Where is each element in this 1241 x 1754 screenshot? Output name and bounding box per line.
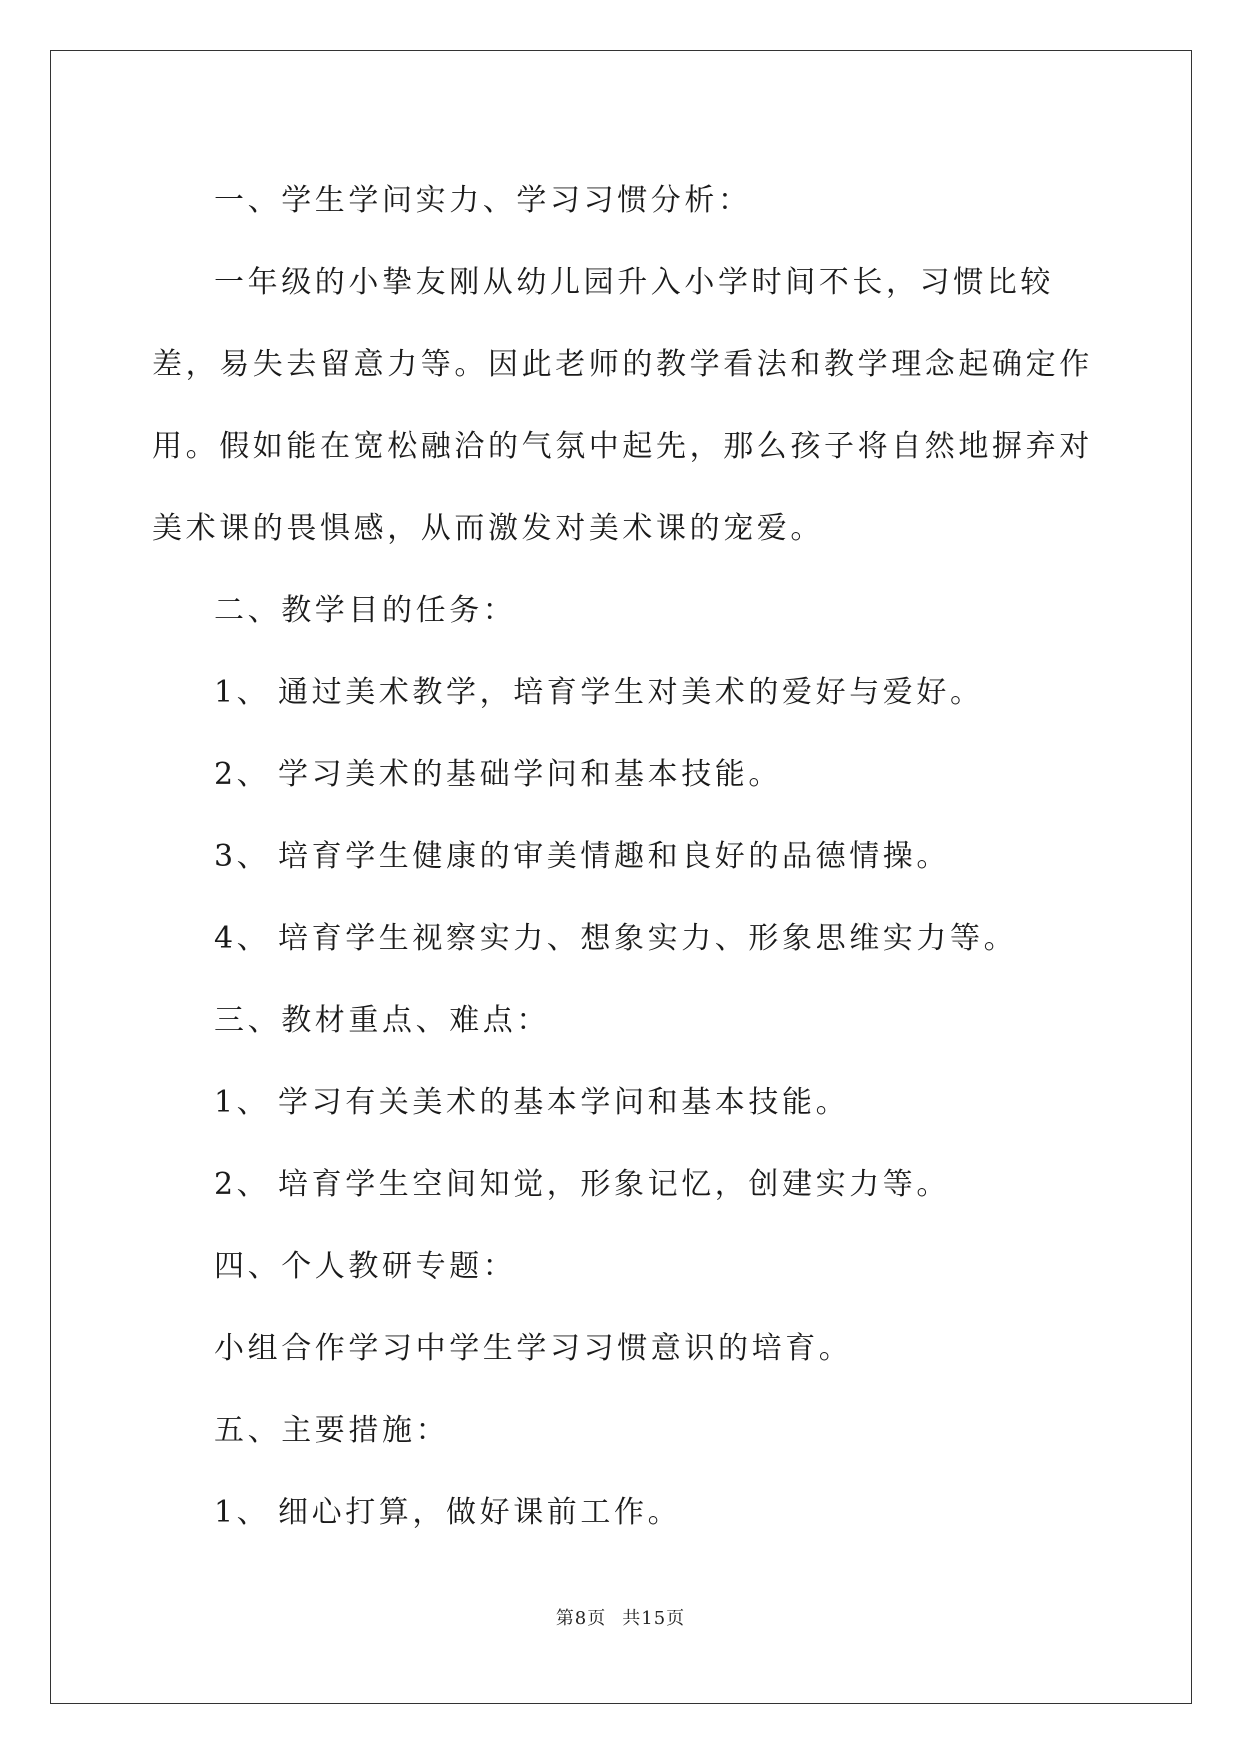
topic-paragraph: 小组合作学习中学生学习习惯意识的培育。: [214, 1331, 853, 1366]
list-number: 1、: [214, 1085, 271, 1120]
page-number: 第8页: [555, 1608, 607, 1629]
list-number: 2、: [214, 757, 271, 792]
list-item: [152, 1144, 1112, 1226]
list-item: [152, 734, 1112, 816]
section-heading-2: 二、教学目的任务：: [214, 593, 517, 628]
list-item: [152, 898, 1112, 980]
page-footer: [0, 1604, 1241, 1630]
list-text: 学习美术的基础学问和基本技能。: [278, 757, 782, 792]
section-heading-5: 五、主要措施：: [214, 1413, 450, 1448]
body-paragraph: 一年级的小挚友刚从幼儿园升入小学时间不长，习惯比较差，易失去留意力等。因此老师的教学看法和教学理念起确定作用。假如能在宽松融洽的气氛中起先，那么孩子将自然地摒弃对美术课的畏惧感，从而激发对美术课的宠爱。: [152, 265, 1093, 546]
list-text: 学习有关美术的基本学问和基本技能。: [278, 1085, 850, 1120]
document-body: [152, 160, 1112, 1554]
list-number: 1、: [214, 1495, 271, 1530]
page-total: 共15页: [622, 1608, 686, 1629]
list-number: 1、: [214, 675, 271, 710]
list-item: [152, 652, 1112, 734]
list-item: [152, 1472, 1112, 1554]
list-text: 细心打算，做好课前工作。: [278, 1495, 682, 1530]
list-number: 3、: [214, 839, 271, 874]
list-text: 培育学生视察实力、想象实力、形象思维实力等。: [278, 921, 1018, 956]
list-text: 通过美术教学，培育学生对美术的爱好与爱好。: [278, 675, 984, 710]
section-heading-3: 三、教材重点、难点：: [214, 1003, 550, 1038]
section-heading-4: 四、个人教研专题：: [214, 1249, 517, 1284]
list-number: 4、: [214, 921, 271, 956]
list-item: [152, 816, 1112, 898]
list-number: 2、: [214, 1167, 271, 1202]
list-text: 培育学生空间知觉，形象记忆，创建实力等。: [278, 1167, 950, 1202]
section-heading-1: 一、学生学问实力、学习习惯分析：: [214, 183, 752, 218]
list-text: 培育学生健康的审美情趣和良好的品德情操。: [278, 839, 950, 874]
list-item: [152, 1062, 1112, 1144]
